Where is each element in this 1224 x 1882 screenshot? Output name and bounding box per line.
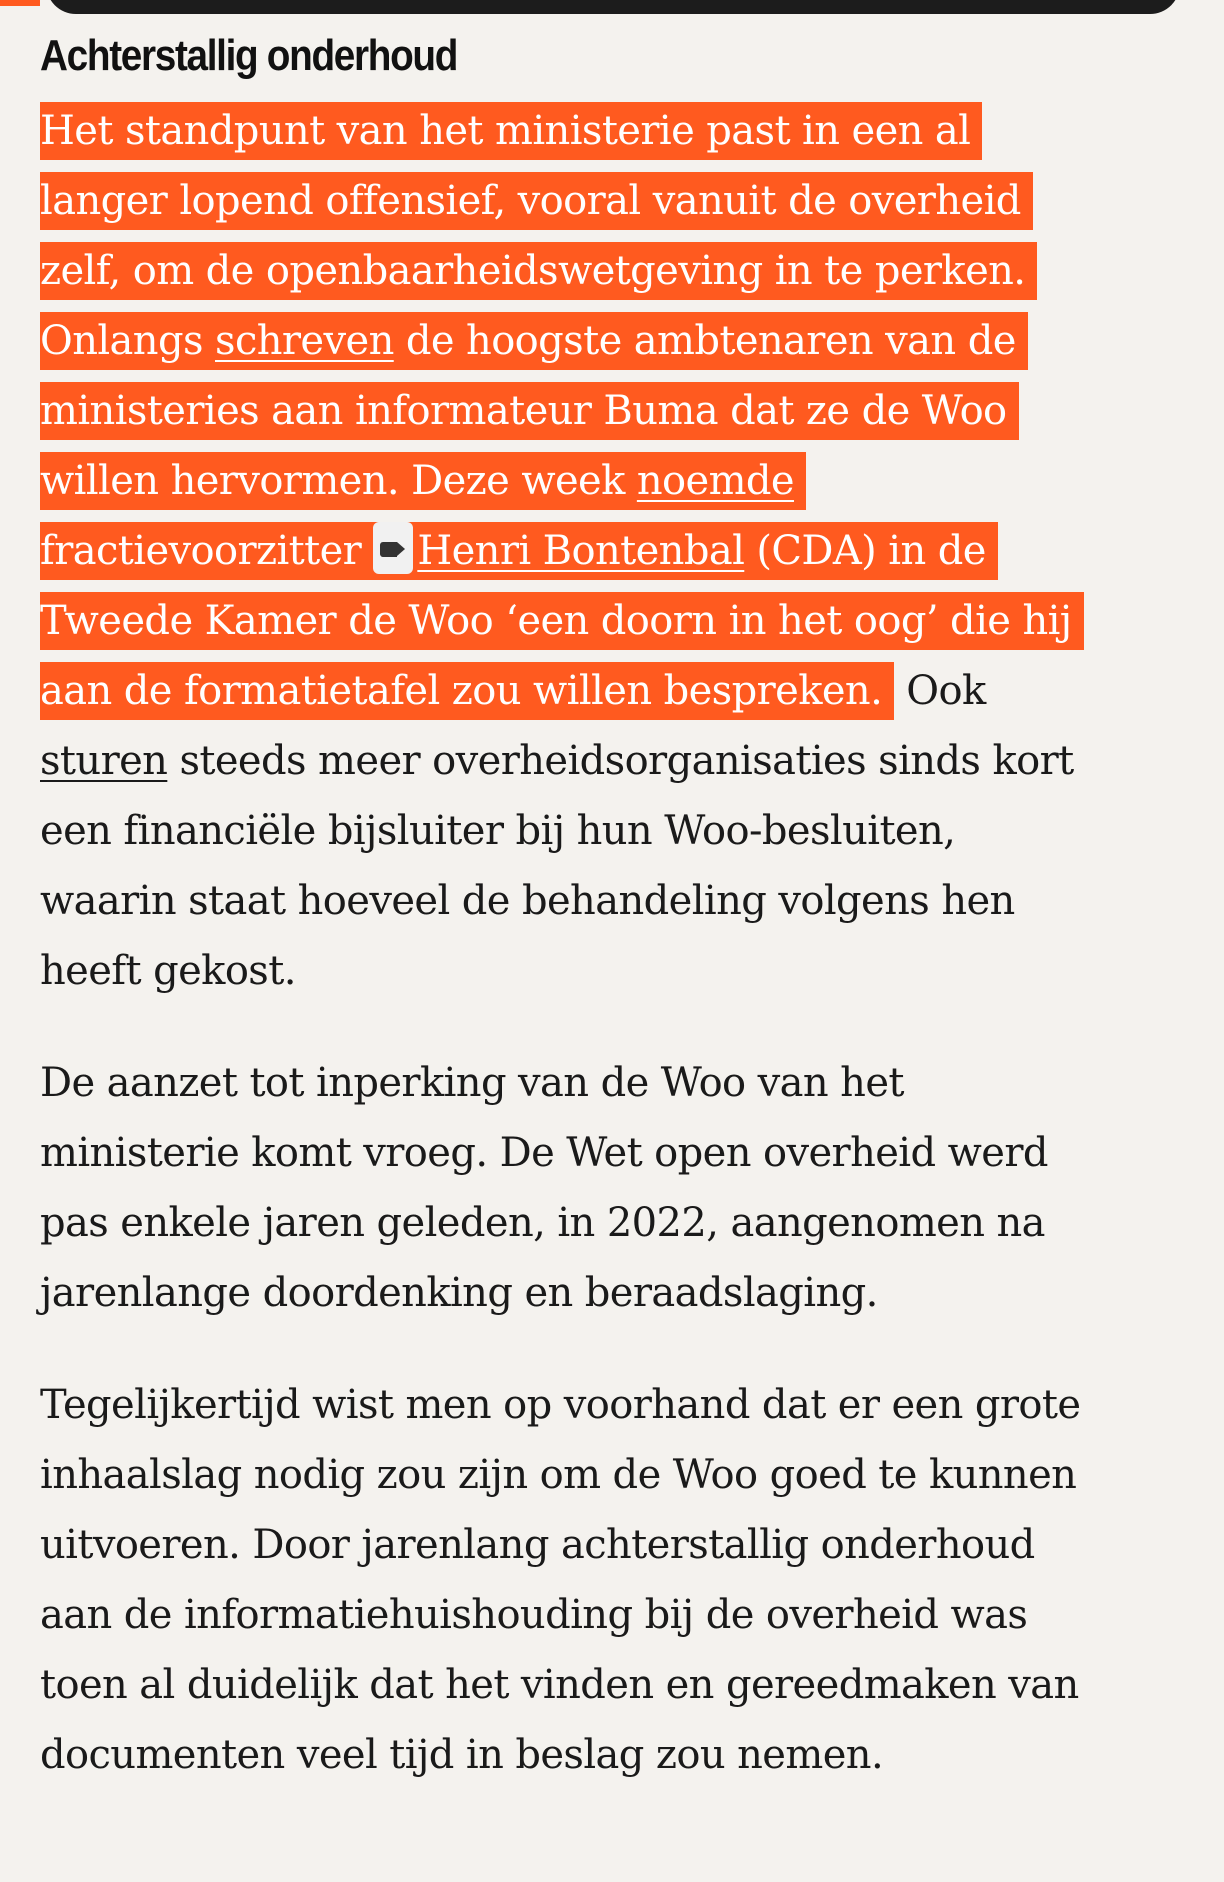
paragraph-3 xyxy=(40,1370,1190,1790)
p3-line-4: aan de informatiehuishouding bij de overheid was xyxy=(40,1592,1028,1638)
p1-line-7: fractievoorzitter Henri Bontenbal (CDA) in de xyxy=(40,516,1190,586)
p1-line-8: Tweede Kamer de Woo ‘een doorn in het oog’ die hij xyxy=(40,586,1190,656)
p2-line-1: De aanzet tot inperking van de Woo van het xyxy=(40,1060,904,1106)
p1-line-3: zelf, om de openbaarheidswetgeving in te perken. xyxy=(40,236,1190,306)
p2-line-2: ministerie komt vroeg. De Wet open overheid werd xyxy=(40,1130,1048,1176)
link-henri-bontenbal[interactable]: Henri Bontenbal xyxy=(417,528,745,574)
p1-line-5: ministeries aan informateur Buma dat ze de Woo xyxy=(40,376,1190,446)
p3-line-5: toen al duidelijk dat het vinden en gereedmaken van xyxy=(40,1662,1079,1708)
p1-line-11: een financiële bijsluiter bij hun Woo-besluiten, xyxy=(40,808,956,854)
top-toolbar xyxy=(46,0,1180,14)
paragraph-1 xyxy=(40,96,1190,1006)
link-sturen[interactable]: sturen xyxy=(40,738,168,784)
p3-line-2: inhaalslag nodig zou zijn om de Woo goed te kunnen xyxy=(40,1452,1077,1498)
link-noemde[interactable]: noemde xyxy=(636,458,794,504)
tag-icon[interactable] xyxy=(373,522,413,574)
p1-line-9: aan de formatietafel zou willen bespreken. Ook xyxy=(40,656,1190,726)
p3-line-6: documenten veel tijd in beslag zou nemen. xyxy=(40,1732,884,1778)
section-heading: Achterstallig onderhoud xyxy=(40,31,458,80)
p1-line-2: langer lopend offensief, vooral vanuit de overheid xyxy=(40,166,1190,236)
article-body xyxy=(40,30,1190,1832)
link-schreven[interactable]: schreven xyxy=(215,318,394,364)
p1-line-4: Onlangs schreven de hoogste ambtenaren van de xyxy=(40,306,1190,376)
p1-line-13: heeft gekost. xyxy=(40,948,296,994)
p3-line-3: uitvoeren. Door jarenlang achterstallig onderhoud xyxy=(40,1522,1035,1568)
p1-line-12: waarin staat hoeveel de behandeling volgens hen xyxy=(40,878,1015,924)
p1-line-10: sturen steeds meer overheidsorganisaties sinds kort xyxy=(40,738,1074,784)
p1-line-1: Het standpunt van het ministerie past in een al xyxy=(40,96,1190,166)
top-accent-bar xyxy=(0,0,40,6)
p3-line-1: Tegelijkertijd wist men op voorhand dat er een grote xyxy=(40,1382,1081,1428)
paragraph-2 xyxy=(40,1048,1190,1328)
p1-line-6: willen hervormen. Deze week noemde xyxy=(40,446,1190,516)
p2-line-4: jarenlange doordenking en beraadslaging. xyxy=(40,1270,878,1316)
p2-line-3: pas enkele jaren geleden, in 2022, aangenomen na xyxy=(40,1200,1045,1246)
